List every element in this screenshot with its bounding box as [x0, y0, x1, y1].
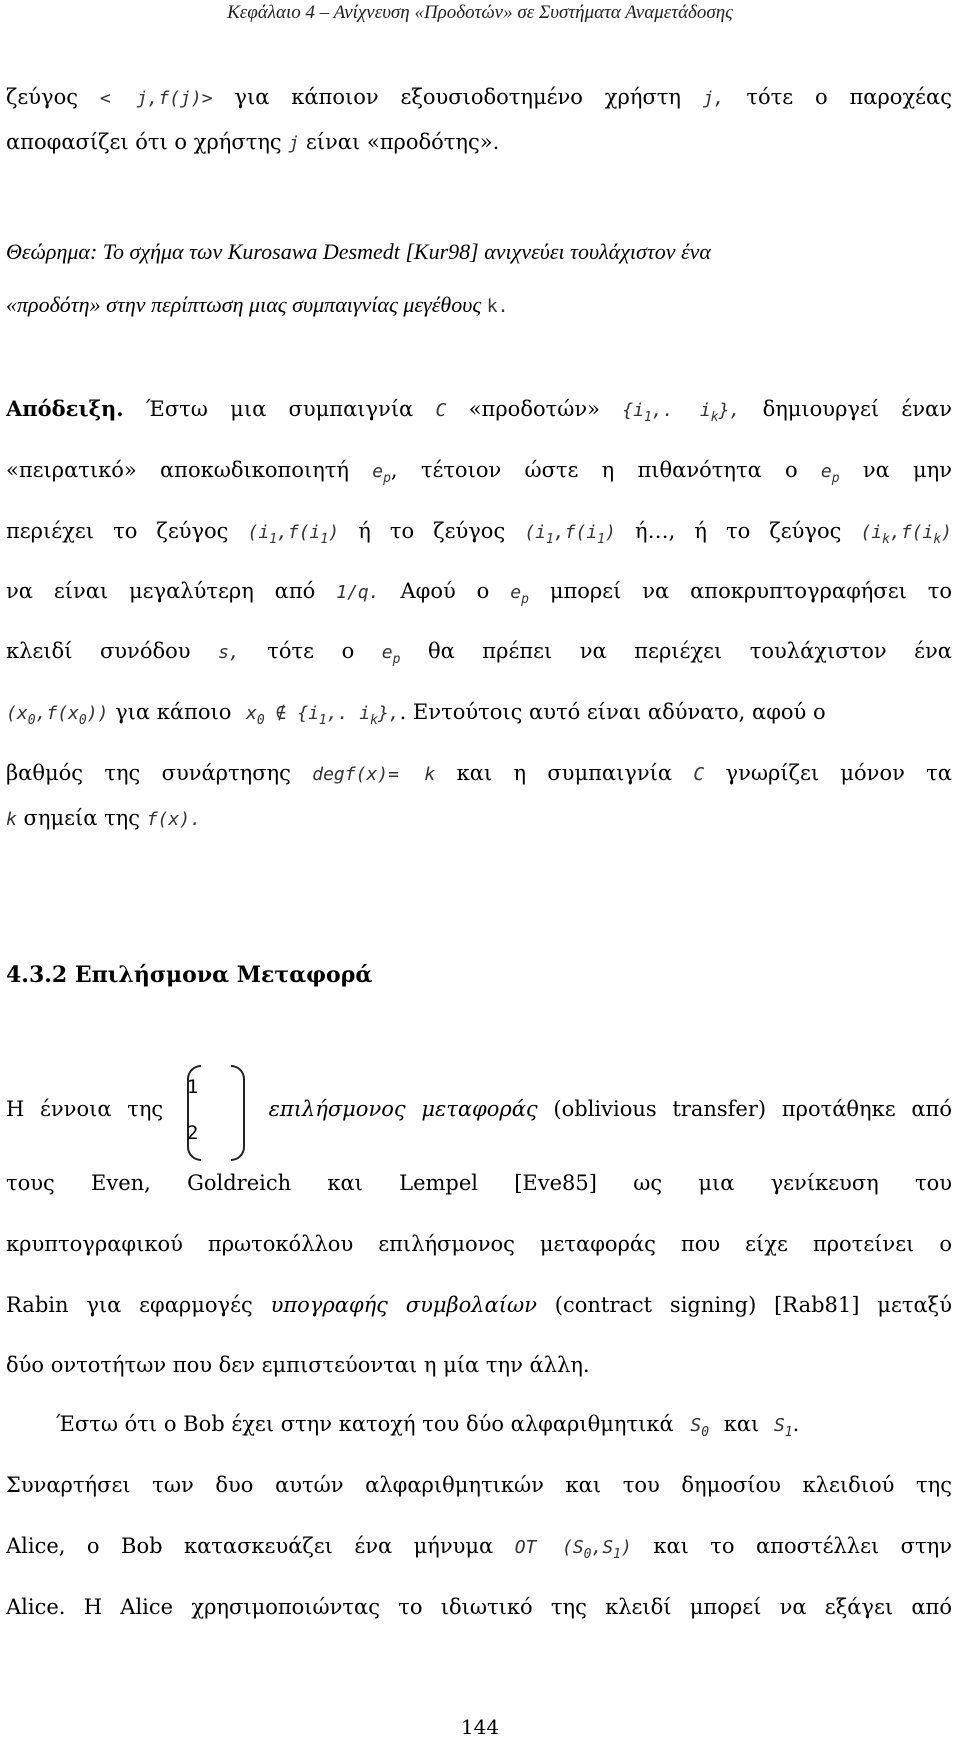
section-line — [6, 1063, 952, 1155]
math: $e_p$ — [381, 642, 401, 667]
text: τότε ο — [267, 639, 355, 663]
text: Alice, ο Bob κατασκευάζει ένα μήνυμα — [6, 1534, 494, 1558]
math-set: {$i_1$,. $i_k$}, — [622, 400, 741, 425]
matrix-bottom: 2 — [186, 1121, 199, 1144]
text: «προδοτών» — [468, 397, 600, 421]
math: C — [693, 764, 705, 785]
text: για κάποιο — [115, 700, 232, 724]
text: ή…, ή το ζεύγος — [634, 519, 842, 543]
text: Αφού ο — [400, 579, 490, 603]
math: $x_0$ ∉ {$i_1$,. $i_k$}, — [246, 703, 400, 728]
section-line — [6, 1350, 952, 1380]
text: να μην — [862, 458, 952, 482]
math: OT $(S_0,S_1)$ — [514, 1537, 632, 1562]
section-line — [6, 1531, 952, 1563]
text: αποφασίζει ότι ο χρήστης — [6, 130, 282, 154]
section-line — [6, 1229, 952, 1259]
math: j — [288, 133, 300, 154]
math: $S_0$ — [690, 1415, 710, 1440]
text: είναι «προδότης». — [305, 130, 500, 154]
text: σημεία της — [23, 806, 141, 830]
section-line — [6, 1592, 952, 1622]
theorem-line — [6, 290, 952, 322]
text: βαθμός της συνάρτησης — [6, 761, 291, 785]
right-paren — [231, 1065, 245, 1161]
text: και η συμπαιγνία — [456, 761, 673, 785]
text: Rabin για εφαρμογές — [6, 1293, 253, 1317]
math: 1/q. — [336, 582, 380, 603]
proof-line — [6, 636, 952, 668]
proof-line — [6, 455, 952, 487]
section-line — [6, 1290, 952, 1320]
proof-line — [6, 697, 952, 729]
math: C — [435, 400, 447, 421]
text: (contract signing) [Rab81] μεταξύ — [554, 1293, 952, 1317]
text: δύο οντοτήτων που δεν εμπιστεύονται η μία την άλλη. — [6, 1353, 590, 1377]
math-pair: ($i_1,f(i_1)$ — [247, 522, 340, 547]
text: θα πρέπει να περιέχει τουλάχιστον ένα — [427, 639, 952, 663]
text: ζεύγος — [6, 85, 78, 109]
math: k — [6, 809, 17, 830]
text: . — [792, 1412, 800, 1436]
math: f(x). — [146, 809, 201, 830]
text: και — [723, 1412, 760, 1436]
text: να είναι μεγαλύτερη από — [6, 579, 316, 603]
text: περιέχει το ζεύγος — [6, 519, 229, 543]
math: $S_1$ — [773, 1415, 793, 1440]
math: degf(x)= k — [312, 764, 436, 785]
math-pair: $(x_0,f(x_0))$ — [6, 703, 109, 728]
text: για κάποιον εξουσιοδοτημένο χρήστη — [234, 85, 681, 109]
proof-line — [6, 758, 952, 790]
text-line — [6, 127, 952, 159]
proof-line — [6, 576, 952, 608]
math: $e_p$, τέτοιον ώστε η πιθανότητα ο — [372, 458, 798, 486]
proof-label: Απόδειξη. — [6, 396, 124, 421]
theorem-text: «προδότη» στην περίπτωση μιας συμπαιγνίας μεγέθους — [6, 292, 482, 317]
text: Alice. Η Alice χρησιμοποιώντας το ιδιωτικό της κλειδί μπορεί να εξάγει από — [6, 1595, 952, 1619]
math-pair: ($i_1,f(i_1)$ — [524, 522, 616, 547]
math: $e_p$ — [510, 582, 529, 607]
page-number: 144 — [460, 1715, 500, 1739]
italic-term: επιλήσμονος μεταφοράς — [268, 1097, 538, 1121]
math-pair: ($i_k,f(i_k)$ — [860, 522, 953, 547]
text: τους Even, Goldreich και Lempel [Eve85] ως μια γενίκευση του — [6, 1171, 952, 1195]
text: δημιουργεί έναν — [762, 397, 952, 421]
text-line — [6, 82, 952, 114]
text: «πειρατικό» αποκωδικοποιητή — [6, 458, 349, 482]
text: ή το ζεύγος — [358, 519, 506, 543]
theorem-text: Θεώρημα: Το σχήμα των Kurosawa Desmedt [Kur98] ανιχνεύει τουλάχιστον ένα — [6, 239, 711, 264]
text: . Εντούτοις αυτό είναι αδύνατο, αφού ο — [399, 700, 826, 724]
text: Συναρτήσει των δυο αυτών αλφαριθμητικών και του δημοσίου κλειδιού της — [6, 1473, 952, 1497]
text: κρυπτογραφικού πρωτοκόλλου επιλήσμονος μεταφοράς που είχε προτείνει ο — [6, 1232, 952, 1256]
matrix-top: 1 — [186, 1075, 199, 1098]
math: k. — [486, 296, 509, 317]
math: $e_p$ — [820, 461, 840, 486]
running-header: Κεφάλαιο 4 – Ανίχνευση «Προδοτών» σε Συστήματα Αναμετάδοσης — [227, 2, 733, 23]
proof-line — [6, 803, 952, 835]
math: s, — [218, 642, 240, 663]
theorem-line — [6, 237, 952, 267]
text: Έστω ότι ο Bob έχει στην κατοχή του δύο αλφαριθμητικά — [56, 1412, 674, 1436]
section-line — [56, 1409, 952, 1441]
section-heading: 4.3.2 Επιλήσμονα Μεταφορά — [6, 962, 373, 988]
math: j, — [702, 88, 725, 109]
text: κλειδί συνόδου — [6, 639, 191, 663]
text: μπορεί να αποκρυπτογραφήσει το — [549, 579, 952, 603]
italic-term: υπογραφής συμβολαίων — [270, 1293, 537, 1317]
section-line — [6, 1168, 952, 1198]
text: και το αποστέλλει στην — [653, 1534, 952, 1558]
text: Η έννοια της — [6, 1097, 164, 1121]
text: (oblivious transfer) προτάθηκε από — [553, 1097, 952, 1121]
binomial-matrix — [187, 1065, 245, 1157]
math: < j,f(j)> — [99, 88, 213, 109]
text: γνωρίζει μόνον τα — [725, 761, 952, 785]
section-line — [6, 1470, 952, 1500]
text: τότε ο παροχέας — [746, 85, 952, 109]
text: Έστω μια συμπαιγνία — [145, 397, 414, 421]
proof-line — [6, 394, 952, 426]
proof-line — [6, 516, 952, 548]
